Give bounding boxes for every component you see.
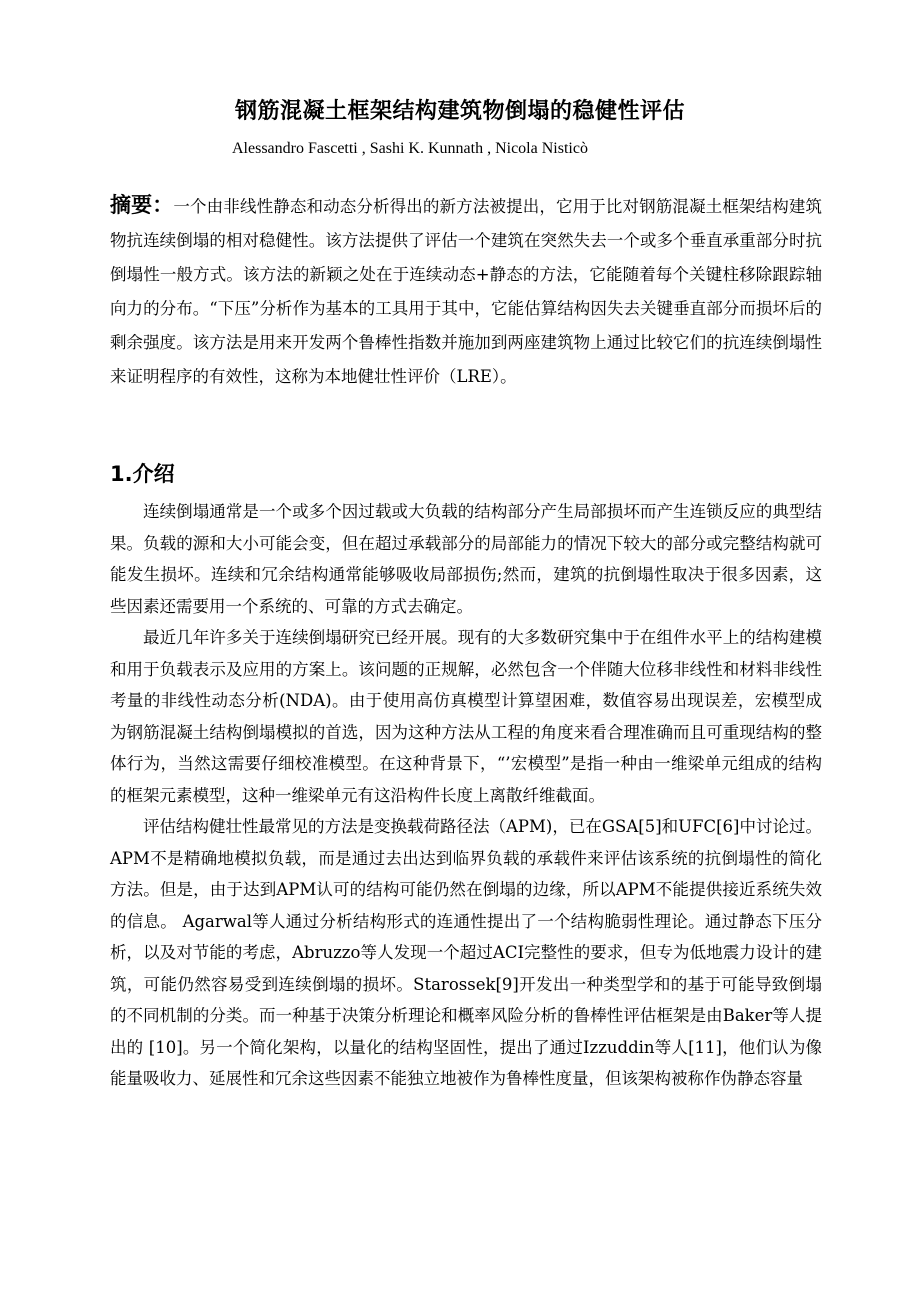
paragraph: 连续倒塌通常是一个或多个因过载或大负载的结构部分产生局部损坏而产生连锁反应的典型结果。负载的源和大小可能会变，但在超过承载部分的局部能力的情况下较大的部分或完整结构就可能发生损坏。连续和冗余结构通常能够吸收局部损伤;然而，建筑的抗倒塌性取决于很多因素，这些因素还需要用一个系统的、可靠的方式去确定。 bbox=[110, 502, 822, 616]
paragraph: 最近几年许多关于连续倒塌研究已经开展。现有的大多数研究集中于在组件水平上的结构建模和用于负载表示及应用的方案上。该问题的正规解，必然包含一个伴随大位移非线性和材料非线性考量的非线性动态分析(NDA)。由于使用高仿真模型计算望困难，数值容易出现误差，宏模型成为钢筋混凝土结构倒塌模拟的首选，因为这种方法从工程的角度来看合理准确而且可重现结构的整体行为，当然这需要仔细校准模型。在这种背景下，“’宏模型”是指一种由一维梁单元组成的结构的框架元素模型，这种一维梁单元有这沿构件长度上离散纤维截面。 bbox=[110, 628, 822, 805]
abstract-text: 一个由非线性静态和动态分析得出的新方法被提出，它用于比对钢筋混凝土框架结构建筑物抗连续倒塌的相对稳健性。该方法提供了评估一个建筑在突然失去一个或多个垂直承重部分时抗倒塌性一般方式。该方法的新颖之处在于连续动态+静态的方法，它能随着每个关键柱移除跟踪轴向力的分布。“下压”分析作为基本的工具用于其中，它能估算结构因失去关键垂直部分而损坏后的剩余强度。该方法是用来开发两个鲁棒性指数并施加到两座建筑物上通过比较它们的抗连续倒塌性来证明程序的有效性，这称为本地健壮性评价（LRE）。 bbox=[110, 197, 823, 386]
document-title: 钢筋混凝土框架结构建筑物倒塌的稳健性评估 bbox=[234, 99, 685, 124]
abstract bbox=[110, 188, 822, 394]
paragraph: 评估结构健壮性最常见的方法是变换载荷路径法（APM)，已在GSA[5]和UFC[6]中讨论过。 APM不是精确地模拟负载，而是通过去出达到临界负载的承载件来评估该系统的抗倒塌性的简化方法。但是，由于达到APM认可的结构可能仍然在倒塌的边缘，所以APM不能提供接近系统失效的信息。 Agarwal等人通过分析结构形式的连通性提出了一个结构脆弱性理论。通过静态下压分析，以及对节能的考虑，Abruzzo等人发现一个超过ACI完整性的要求，但专为低地震力设计的建筑，可能仍然容易受到连续倒塌的损坏。Starossek[9]开发出一种类型学和的基于可能导致倒塌的不同机制的分类。而一种基于决策分析理论和概率风险分析的鲁棒性评估框架是由Baker等人提出的 [10]。另一个简化架构，以量化的结构坚固性，提出了通过Izzuddin等人[11]，他们认为像能量吸收力、延展性和冗余这些因素不能独立地被作为鲁棒性度量，但该架构被称作伪静态容量 bbox=[110, 817, 822, 1088]
introduction-body bbox=[110, 496, 822, 1095]
author-list: Alessandro Fascetti , Sashi K. Kunnath , Nicola Nisticò bbox=[232, 140, 588, 157]
section-heading-introduction: 1.介绍 bbox=[110, 462, 175, 486]
abstract-label: 摘要： bbox=[110, 193, 174, 217]
